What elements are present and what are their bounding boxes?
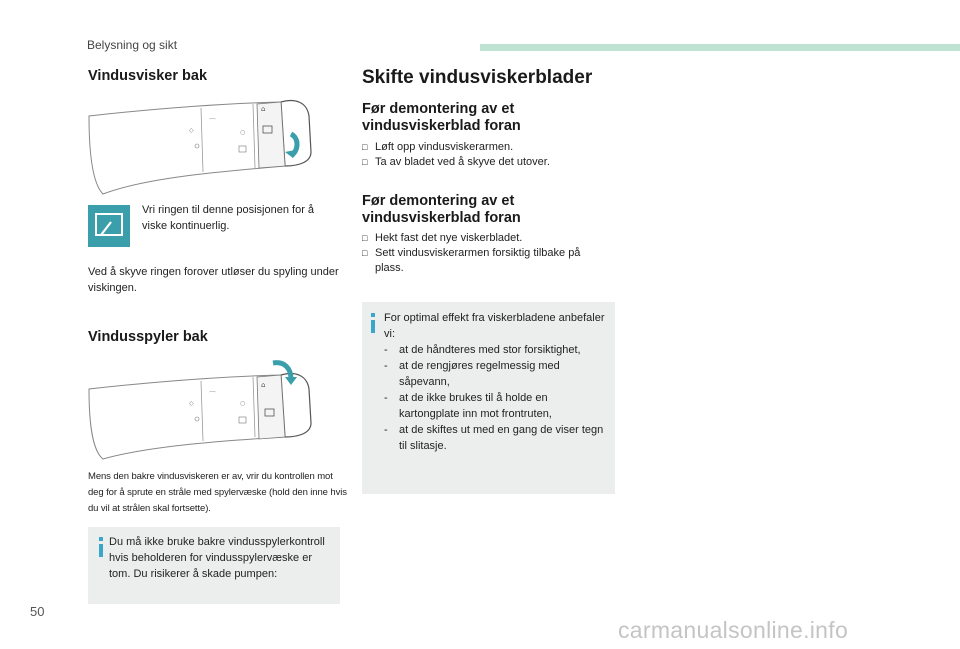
list-item: - at de skiftes ut med en gang de viser tegn til slitasje. bbox=[384, 424, 604, 452]
change-blades-heading: Skifte vindusviskerblader bbox=[362, 67, 593, 88]
install-steps-list bbox=[362, 231, 612, 276]
rear-washer-heading: Vindusspyler bak bbox=[88, 329, 208, 345]
list-item: - at de ikke brukes til å holde en kartongplate inn mot frontruten, bbox=[384, 392, 552, 420]
svg-text:◇: ◇ bbox=[189, 127, 194, 134]
info-icon bbox=[99, 544, 103, 557]
checkbox-icon: □ bbox=[362, 248, 368, 258]
list-item: - at de håndteres med stor forsiktighet, bbox=[384, 344, 581, 356]
removal-steps-list bbox=[362, 140, 612, 170]
svg-text:⌒: ⌒ bbox=[209, 118, 216, 126]
removal-subheading-1: Før demontering av et vindusviskerblad foran bbox=[362, 101, 521, 134]
svg-text:○: ○ bbox=[240, 129, 246, 136]
page-number: 50 bbox=[30, 604, 45, 619]
checkbox-icon: □ bbox=[362, 142, 368, 152]
svg-text:◇: ◇ bbox=[189, 400, 194, 407]
removal-subheading-2: Før demontering av et vindusviskerblad foran bbox=[362, 193, 521, 226]
section-label: Belysning og sikt bbox=[87, 38, 178, 52]
wiper-stalk-illustration-2 bbox=[85, 357, 317, 461]
watermark: carmanualsonline.info bbox=[618, 617, 849, 643]
rear-wiper-icon bbox=[88, 205, 130, 247]
header-bar bbox=[480, 44, 960, 51]
blade-care-info-box bbox=[362, 302, 615, 494]
list-item: - at de rengjøres regelmessig med såpevann, bbox=[384, 360, 560, 388]
checkbox-icon: □ bbox=[362, 233, 368, 243]
svg-text:⌂: ⌂ bbox=[261, 105, 266, 113]
list-item: □ Løft opp vindusviskerarmen. bbox=[362, 141, 514, 153]
rear-washer-warning: Du må ikke bruke bakre vindusspylerkontroll hvis beholderen for vindusspylervæske er tom. Du risikerer å skade pumpen: bbox=[109, 536, 325, 580]
rotate-instruction: Vri ringen til denne posisjonen for å viske kontinuerlig. bbox=[142, 204, 315, 232]
list-item: □ Sett vindusviskerarmen forsiktig tilbake på plass. bbox=[362, 247, 581, 274]
svg-text:⌂: ⌂ bbox=[261, 381, 266, 389]
rear-wiper-symbol-tile bbox=[88, 205, 130, 247]
list-item: □ Ta av bladet ved å skyve det utover. bbox=[362, 156, 550, 168]
info-icon-dot bbox=[99, 537, 103, 541]
svg-text:⌒: ⌒ bbox=[209, 391, 216, 399]
info-icon-dot bbox=[371, 313, 375, 317]
list-item: □ Hekt fast det nye viskerbladet. bbox=[362, 232, 523, 244]
spray-instruction: Ved å skyve ringen forover utløser du spyling under viskingen. bbox=[88, 266, 339, 294]
rear-washer-instruction: Mens den bakre vindusviskeren er av, vrir du kontrollen mot deg for å sprute en stråle med spylervæske (hold den inne hvis du vil at strålen skal fortsette). bbox=[88, 471, 347, 514]
rear-wiper-heading: Vindusvisker bak bbox=[88, 68, 208, 84]
rear-washer-info-box bbox=[88, 527, 340, 604]
wiper-stalk-illustration-1 bbox=[85, 94, 317, 198]
checkbox-icon: □ bbox=[362, 157, 368, 167]
info-icon bbox=[371, 320, 375, 333]
svg-text:○: ○ bbox=[240, 400, 246, 407]
blade-care-text bbox=[384, 310, 609, 454]
blade-care-intro: For optimal effekt fra viskerbladene anbefaler vi: bbox=[384, 312, 605, 340]
